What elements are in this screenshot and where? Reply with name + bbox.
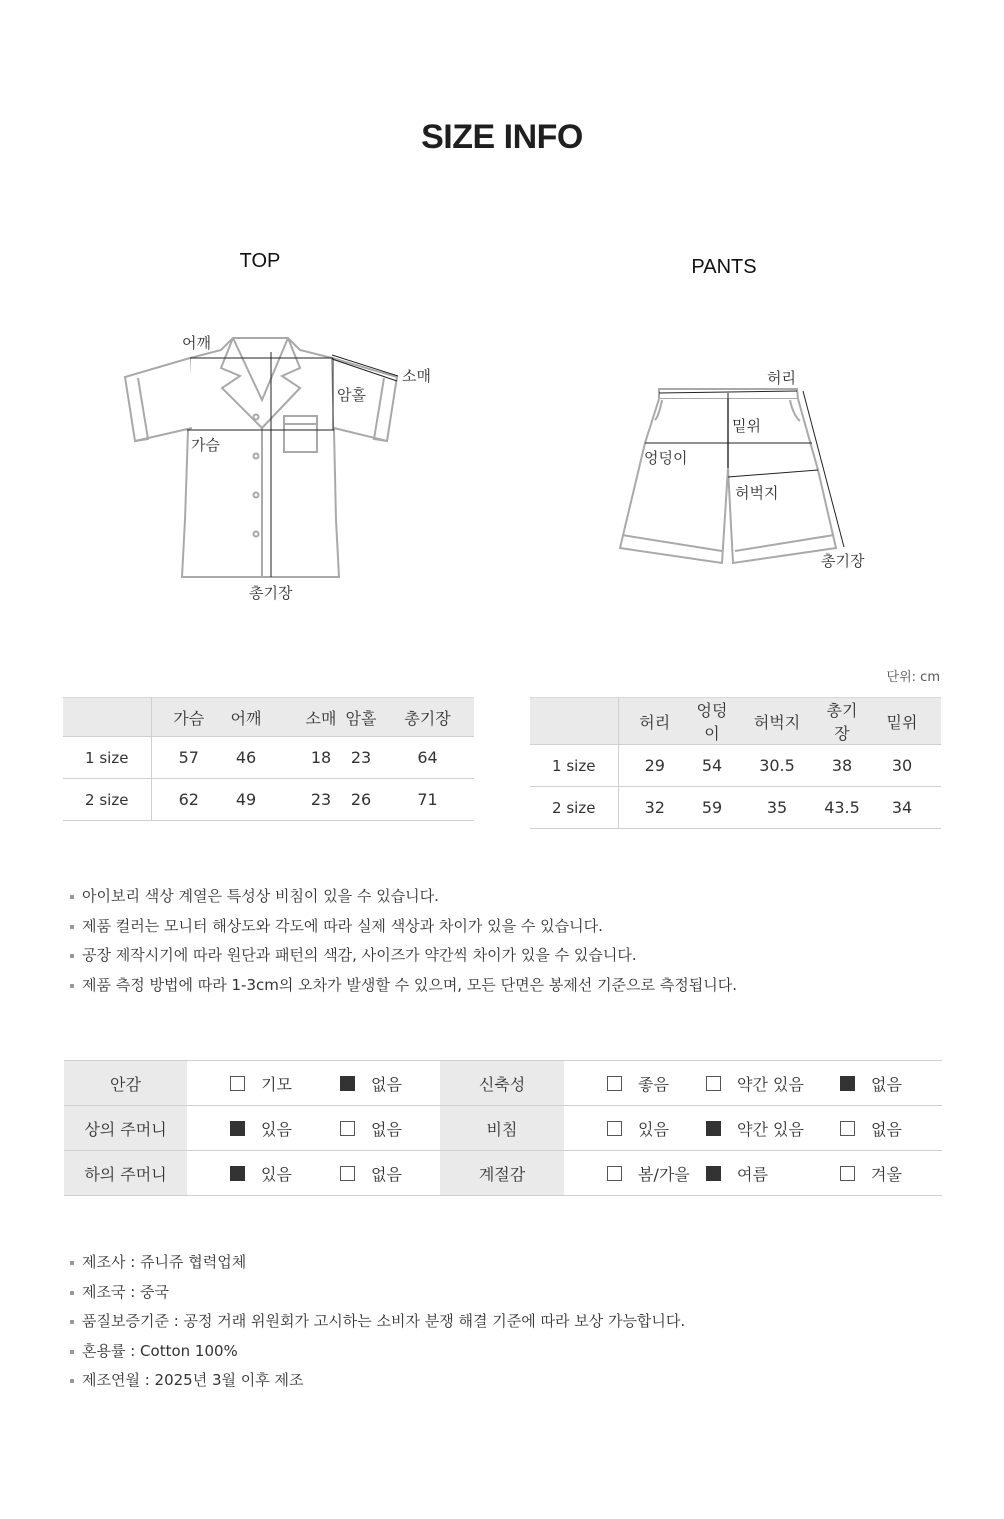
table-cell: 62 — [178, 790, 199, 809]
attribute-options — [187, 1061, 440, 1106]
checkbox-option[interactable] — [840, 1062, 902, 1104]
checkbox-label: 기모 — [261, 1074, 292, 1094]
attribute-row — [64, 1106, 942, 1151]
armhole-label: 암홀 — [337, 386, 366, 404]
checkbox-unchecked[interactable] — [607, 1121, 622, 1136]
checkbox-unchecked[interactable] — [607, 1166, 622, 1181]
column-header: 소매 — [305, 708, 337, 728]
size-label: 1 size — [63, 737, 151, 779]
column-header: 허벅지 — [753, 712, 801, 732]
table-row — [530, 787, 941, 829]
checkbox-unchecked[interactable] — [840, 1166, 855, 1181]
table-cell: 29 — [644, 756, 665, 775]
shoulder-label: 어깨 — [182, 334, 211, 352]
checkbox-label: 없음 — [871, 1074, 902, 1094]
top-diagram — [125, 338, 397, 577]
checkbox-label: 없음 — [371, 1164, 402, 1184]
pants-length-label: 총기장 — [821, 552, 865, 570]
table-cell: 38 — [831, 756, 853, 775]
checkbox-unchecked[interactable] — [340, 1121, 355, 1136]
table-cell: 23 — [350, 748, 372, 767]
column-header: 가슴 — [173, 708, 205, 728]
unit-label: 단위: cm — [886, 670, 940, 685]
checkbox-unchecked[interactable] — [607, 1076, 622, 1091]
checkbox-option[interactable] — [840, 1152, 902, 1194]
column-header: 총기장 — [404, 708, 451, 728]
note-item: 제품 컬러는 모니터 해상도와 각도에 따라 실제 색상과 차이가 있을 수 있습니다. — [70, 912, 737, 942]
checkbox-option[interactable] — [340, 1062, 402, 1104]
checkbox-unchecked[interactable] — [840, 1121, 855, 1136]
checkbox-label: 겨울 — [871, 1164, 902, 1184]
size-label: 2 size — [63, 779, 151, 821]
checkbox-label: 없음 — [371, 1119, 402, 1139]
attribute-options — [187, 1151, 440, 1196]
table-header-row — [63, 698, 474, 737]
size-label: 2 size — [530, 787, 618, 829]
info-item: 혼용률 : Cotton 100% — [70, 1337, 685, 1367]
top-size-table — [63, 697, 474, 821]
checkbox-label: 여름 — [737, 1164, 768, 1184]
checkbox-option[interactable] — [340, 1107, 402, 1149]
table-cell: 34 — [891, 798, 913, 817]
checkbox-checked[interactable] — [340, 1076, 355, 1091]
column-header: 총기장 — [826, 701, 858, 743]
attribute-options — [564, 1106, 942, 1151]
attribute-options — [564, 1061, 942, 1106]
product-info-list — [70, 1248, 685, 1396]
checkbox-label: 좋음 — [638, 1074, 669, 1094]
pants-size-table — [530, 697, 941, 829]
table-cell: 30 — [891, 756, 913, 775]
pants-section-title: PANTS — [691, 256, 757, 278]
table-cell: 59 — [701, 798, 723, 817]
checkbox-checked[interactable] — [230, 1166, 245, 1181]
attribute-options — [187, 1106, 440, 1151]
rise-label: 밑위 — [732, 417, 761, 435]
table-cell: 26 — [350, 790, 372, 809]
attribute-label: 하의 주머니 — [64, 1151, 187, 1196]
checkbox-option[interactable] — [706, 1107, 804, 1149]
attribute-table — [64, 1060, 942, 1196]
checkbox-label: 약간 있음 — [737, 1074, 804, 1094]
checkbox-checked[interactable] — [230, 1121, 245, 1136]
table-cell: 18 — [310, 748, 332, 767]
checkbox-label: 있음 — [261, 1119, 292, 1139]
checkbox-label: 없음 — [871, 1119, 902, 1139]
checkbox-label: 봄/가을 — [638, 1164, 690, 1184]
table-cell: 30.5 — [759, 756, 795, 775]
attribute-label: 상의 주머니 — [64, 1106, 187, 1151]
checkbox-checked[interactable] — [706, 1121, 721, 1136]
column-header: 암홀 — [345, 708, 377, 728]
note-item: 아이보리 색상 계열은 특성상 비침이 있을 수 있습니다. — [70, 882, 737, 912]
table-cell: 64 — [417, 748, 438, 767]
checkbox-option[interactable] — [607, 1062, 669, 1104]
attribute-label: 신축성 — [440, 1061, 564, 1106]
table-row — [63, 779, 474, 821]
top-length-label: 총기장 — [249, 584, 293, 602]
page-title: SIZE INFO — [421, 118, 583, 156]
waist-label: 허리 — [767, 369, 796, 387]
attribute-label: 계절감 — [440, 1151, 564, 1196]
info-item: 제조연월 : 2025년 3월 이후 제조 — [70, 1366, 685, 1396]
checkbox-checked[interactable] — [840, 1076, 855, 1091]
attribute-options — [564, 1151, 942, 1196]
table-cell: 43.5 — [824, 798, 860, 817]
hip-label: 엉덩이 — [644, 449, 688, 467]
checkbox-option[interactable] — [840, 1107, 902, 1149]
table-corner-cell — [530, 698, 618, 745]
notes-list — [70, 882, 737, 1000]
checkbox-option[interactable] — [230, 1152, 292, 1194]
table-row — [530, 745, 941, 787]
table-cell: 54 — [701, 756, 723, 775]
attribute-label: 비침 — [440, 1106, 564, 1151]
attribute-row — [64, 1061, 942, 1106]
checkbox-checked[interactable] — [706, 1166, 721, 1181]
checkbox-option[interactable] — [607, 1152, 690, 1194]
column-header: 어깨 — [230, 708, 262, 728]
note-item: 공장 제작시기에 따라 원단과 패턴의 색감, 사이즈가 약간씩 차이가 있을 수 있습니다. — [70, 941, 737, 971]
checkbox-option[interactable] — [706, 1152, 768, 1194]
attribute-row — [64, 1151, 942, 1196]
table-row — [63, 737, 474, 779]
table-cell: 23 — [310, 790, 332, 809]
table-cell: 35 — [766, 798, 788, 817]
column-header: 허리 — [639, 712, 671, 732]
checkbox-option[interactable] — [607, 1107, 669, 1149]
top-section-title: TOP — [239, 250, 281, 272]
column-header: 엉덩이 — [696, 701, 728, 743]
table-cell: 57 — [178, 748, 199, 767]
column-header: 밑위 — [886, 712, 918, 732]
checkbox-unchecked[interactable] — [230, 1076, 245, 1091]
checkbox-unchecked[interactable] — [340, 1166, 355, 1181]
checkbox-label: 약간 있음 — [737, 1119, 804, 1139]
checkbox-label: 있음 — [261, 1164, 292, 1184]
chest-label: 가슴 — [191, 436, 220, 454]
table-cell: 46 — [235, 748, 257, 767]
table-cell: 71 — [417, 790, 438, 809]
table-cell: 49 — [235, 790, 257, 809]
checkbox-option[interactable] — [340, 1152, 402, 1194]
table-header-row — [530, 698, 941, 745]
thigh-label: 허벅지 — [735, 484, 779, 502]
checkbox-label: 있음 — [638, 1119, 669, 1139]
checkbox-option[interactable] — [230, 1062, 292, 1104]
garment-diagrams — [0, 0, 1004, 640]
checkbox-label: 없음 — [371, 1074, 402, 1094]
info-item: 제조사 : 쥬니쥬 협력업체 — [70, 1248, 685, 1278]
checkbox-option[interactable] — [230, 1107, 292, 1149]
checkbox-unchecked[interactable] — [706, 1076, 721, 1091]
info-item: 제조국 : 중국 — [70, 1278, 685, 1308]
table-cell: 32 — [644, 798, 665, 817]
note-item: 제품 측정 방법에 따라 1-3cm의 오차가 발생할 수 있으며, 모든 단면은 봉제선 기준으로 측정됩니다. — [70, 971, 737, 1001]
info-item: 품질보증기준 : 공정 거래 위원회가 고시하는 소비자 분쟁 해결 기준에 따라 보상 가능합니다. — [70, 1307, 685, 1337]
sleeve-label: 소매 — [402, 367, 431, 385]
attribute-label: 안감 — [64, 1061, 187, 1106]
size-label: 1 size — [530, 745, 618, 787]
checkbox-option[interactable] — [706, 1062, 804, 1104]
table-corner-cell — [63, 698, 151, 737]
